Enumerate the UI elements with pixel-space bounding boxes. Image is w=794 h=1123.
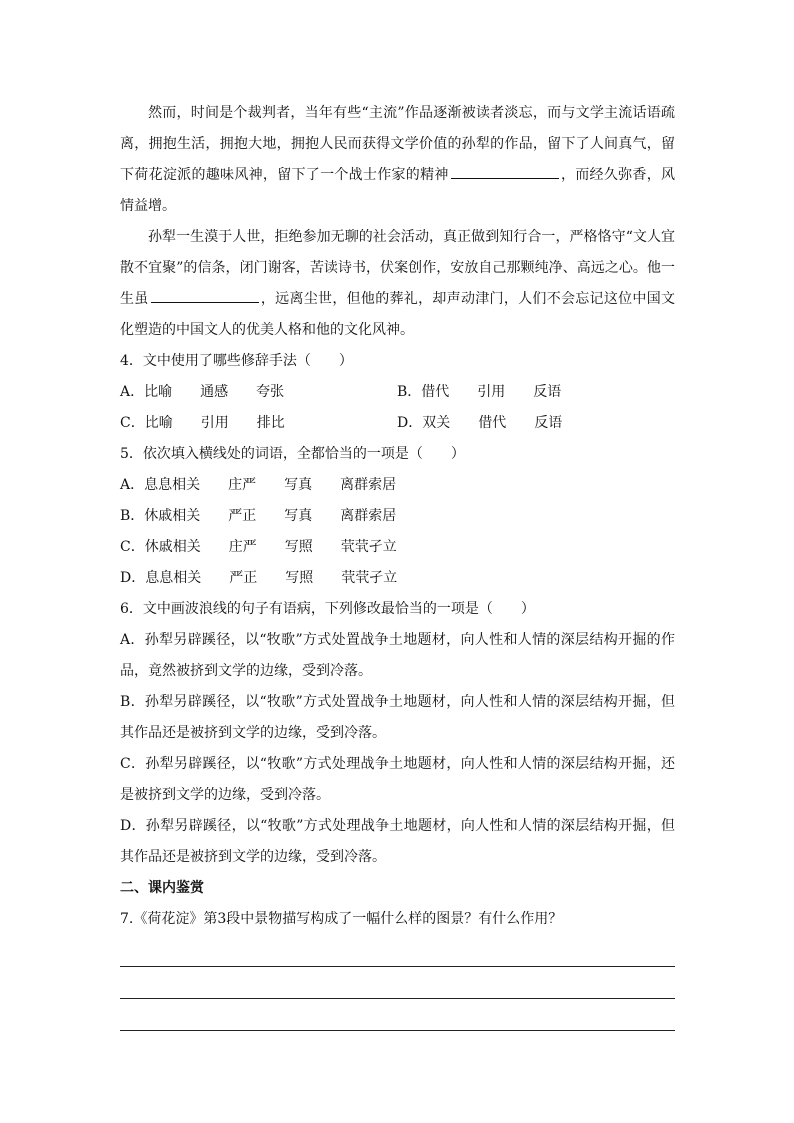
- passage-paragraph-1: [120, 98, 675, 222]
- question-4-options-row-1: [120, 377, 675, 408]
- answer-line-1[interactable]: [120, 935, 675, 967]
- question-4-options-row-2: [120, 408, 675, 439]
- question-6-option-c[interactable]: C．孙犁另辟蹊径，以“牧歌”方式处理战争土地题材，向人性和人情的深层结构开掘，还是被挤到文学的边缘，受到冷落。: [120, 756, 675, 803]
- question-5-option-d[interactable]: D．息息相关 严正 写照 茕茕孑立: [120, 570, 398, 586]
- question-6-option-d[interactable]: D．孙犁另辟蹊径，以“牧歌”方式处理战争土地题材，向人性和人情的深层结构开掘，但其作品还是被挤到文学的边缘，受到冷落。: [120, 818, 675, 865]
- question-4-option-d[interactable]: D．双关 借代 反语: [397, 415, 563, 431]
- question-7-stem: 7.《荷花淀》第3段中景物描写构成了一幅什么样的图景？有什么作用？: [120, 911, 563, 927]
- section-title: 二、课内鉴赏: [120, 880, 204, 896]
- fill-blank-2[interactable]: [151, 287, 259, 303]
- question-5-option-c[interactable]: C．休戚相关 庄严 写照 茕茕孑立: [120, 539, 397, 555]
- question-4-option-a[interactable]: A．比喻 通感 夸张: [120, 384, 285, 400]
- document-content: [120, 98, 675, 1031]
- question-6-stem: 6．文中画波浪线的句子有语病，下列修改最恰当的一项是（ ）: [120, 601, 535, 617]
- passage-text: ，而经久弥香，风情益增。: [120, 167, 676, 214]
- answer-line-2[interactable]: [120, 967, 675, 999]
- question-5-option-a[interactable]: A．息息相关 庄严 写真 离群索居: [120, 477, 397, 493]
- question-5-stem: 5．依次填入横线处的词语，全都恰当的一项是（ ）: [120, 446, 465, 462]
- passage-paragraph-2: [120, 222, 675, 346]
- passage-text: 孙犁一生漠于人世，拒绝参加无聊的社会活动，真正做到知行合一，严格恪守“文人宜散不宜聚”的信条，闭门谢客，苦读诗书，伏案创作，安放自己那颗纯净、高远之心。他一生虽: [120, 229, 675, 307]
- question-6-option-b[interactable]: B．孙犁另辟蹊径，以“牧歌”方式处置战争土地题材，向人性和人情的深层结构开掘，但其作品还是被挤到文学的边缘，受到冷落。: [120, 694, 675, 741]
- passage-text: ，远离尘世，但他的葬礼，却声动津门，人们不会忘记这位中国文化塑造的中国文人的优美人格和他的文化风神。: [120, 291, 676, 338]
- answer-line-3[interactable]: [120, 999, 675, 1031]
- question-5-option-b[interactable]: B．休戚相关 严正 写真 离群索居: [120, 508, 397, 524]
- passage-text: 然而，时间是个裁判者，当年有些“主流”作品逐渐被读者淡忘，而与文学主流话语疏离，拥抱生活，拥抱大地，拥抱人民而获得文学价值的孙犁的作品，留下了人间真气，留下荷花淀派的趣味风神，留下了一个战士作家的精神: [120, 105, 675, 183]
- question-4-stem: 4．文中使用了哪些修辞手法（ ）: [120, 353, 353, 369]
- fill-blank-1[interactable]: [451, 163, 559, 179]
- question-6-option-a[interactable]: A．孙犁另辟蹊径，以“牧歌”方式处置战争土地题材，向人性和人情的深层结构开掘的作品，竟然被挤到文学的边缘，受到冷落。: [120, 632, 675, 679]
- question-4-option-c[interactable]: C．比喻 引用 排比: [120, 415, 285, 431]
- question-4-option-b[interactable]: B．借代 引用 反语: [397, 384, 562, 400]
